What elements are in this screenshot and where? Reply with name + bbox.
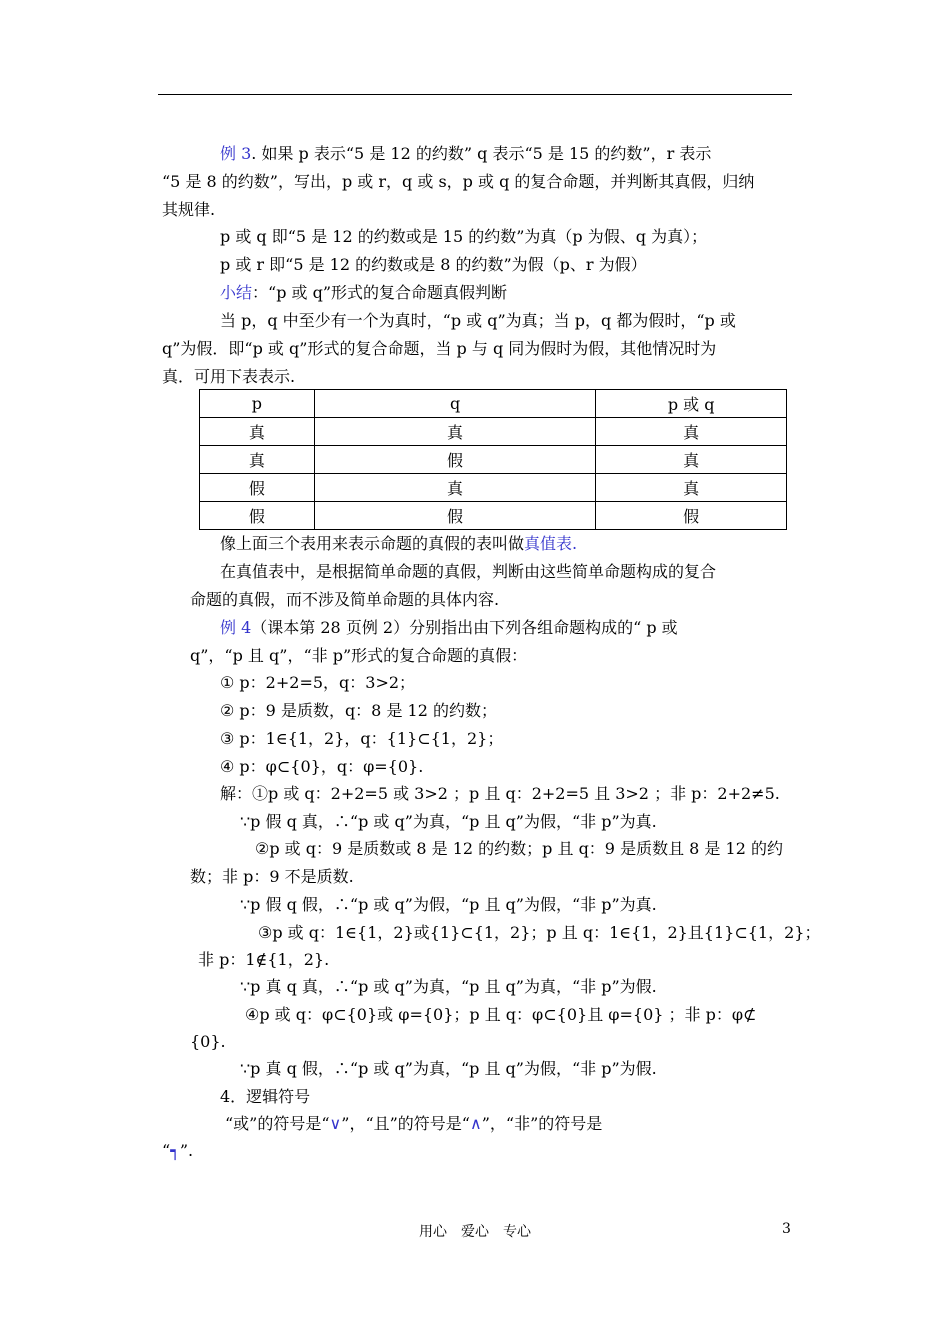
ex4-item-3: ③ p：1∈{1，2}，q：{1}⊂{1，2}； — [220, 729, 504, 748]
ex3-line5: p 或 r 即“5 是 12 的约数或是 8 的约数”为假（p、r 为假） — [220, 255, 647, 274]
solution-1-conclusion: ∵p 假 q 真，∴“p 或 q”为真，“p 且 q”为假，“非 p”为真. — [240, 812, 657, 831]
table-cell: 真 — [596, 418, 787, 446]
summary-heading: 小结：“p 或 q”形式的复合命题真假判断 — [220, 283, 508, 302]
after-table-line3: 命题的真假，而不涉及简单命题的具体内容. — [190, 590, 500, 609]
summary-label: 小结 — [220, 283, 253, 302]
logic-symbols-line1: “或”的符号是“∨”，“且”的符号是“∧”，“非”的符号是 — [225, 1114, 603, 1133]
solution-2-conclusion: ∵p 假 q 假，∴“p 或 q”为假，“p 且 q”为假，“非 p”为真. — [240, 895, 657, 914]
ex3-line3: 其规律. — [162, 200, 216, 219]
table-cell: 假 — [314, 446, 596, 474]
table-cell: 假 — [200, 474, 315, 502]
table-cell: 真 — [314, 474, 596, 502]
ex4-item-1: ① p：2+2=5，q：3>2； — [220, 673, 416, 692]
table-row — [200, 418, 787, 446]
solution-1: 解：①p 或 q：2+2=5 或 3>2 ；p 且 q：2+2=5 且 3>2 ；非 p：2+2≠5. — [220, 784, 780, 803]
ex3-line1: 例 3. 如果 p 表示“5 是 12 的约数” q 表示“5 是 15 的约数”，r 表示 — [220, 144, 712, 163]
table-row — [200, 502, 787, 530]
table-header-cell: p 或 q — [596, 390, 787, 418]
table-cell: 假 — [314, 502, 596, 530]
summary-line1: 当 p，q 中至少有一个为真时，“p 或 q”为真；当 p，q 都为假时，“p 或 — [220, 311, 736, 330]
table-cell: 真 — [596, 446, 787, 474]
solution-3: ③p 或 q：1∈{1，2}或{1}⊂{1，2}；p 且 q：1∈{1，2}且{1}⊂{1，2}； — [258, 923, 821, 942]
logic-symbols-line2: “┑”. — [162, 1141, 194, 1160]
table-cell: 真 — [314, 418, 596, 446]
ex4-label: 例 4 — [220, 618, 252, 637]
table-cell: 真 — [596, 474, 787, 502]
solution-3-cont: 非 p：1∉{1，2}. — [198, 950, 330, 969]
table-row — [200, 446, 787, 474]
ex3-line2: “5 是 8 的约数”，写出，p 或 r，q 或 s，p 或 q 的复合命题，并判断其真假，归纳 — [162, 172, 755, 191]
page-number: 3 — [782, 1221, 791, 1237]
or-symbol: ∨ — [329, 1114, 342, 1133]
truth-table — [199, 389, 787, 530]
summary-line3: 真．可用下表表示. — [162, 367, 296, 386]
ex4-line1: 例 4（课本第 28 页例 2）分别指出由下列各组命题构成的“ p 或 — [220, 618, 678, 637]
ex4-item-2: ② p：9 是质数，q：8 是 12 的约数； — [220, 701, 497, 720]
truth-table-term: 真值表 — [524, 534, 573, 553]
page-footer: 用心 爱心 专心 — [419, 1224, 531, 1240]
not-symbol: ┑ — [170, 1141, 180, 1160]
header-rule — [158, 94, 792, 95]
solution-2: ②p 或 q：9 是质数或 8 是 12 的约数；p 且 q：9 是质数且 8 是 12 的约 — [255, 839, 783, 858]
after-table-line2: 在真值表中，是根据简单命题的真假，判断由这些简单命题构成的复合 — [220, 562, 717, 581]
table-row — [200, 474, 787, 502]
table-header-cell: p — [200, 390, 315, 418]
logic-heading: 4．逻辑符号 — [220, 1087, 311, 1106]
and-symbol: ∧ — [470, 1114, 482, 1133]
solution-4-cont: {0}. — [190, 1032, 226, 1051]
summary-line2: q”为假．即“p 或 q”形式的复合命题，当 p 与 q 同为假时为假，其他情况时为 — [162, 339, 717, 358]
table-cell: 真 — [200, 418, 315, 446]
table-cell: 假 — [200, 502, 315, 530]
table-header-row — [200, 390, 787, 418]
table-cell: 真 — [200, 446, 315, 474]
ex4-line2: q”，“p 且 q”，“非 p”形式的复合命题的真假： — [190, 646, 528, 665]
solution-4: ④p 或 q：φ⊂{0}或 φ={0}；p 且 q：φ⊂{0}且 φ={0} ；非 p：φ⊄ — [245, 1005, 757, 1024]
solution-3-conclusion: ∵p 真 q 真，∴“p 或 q”为真，“p 且 q”为真，“非 p”为假. — [240, 977, 657, 996]
table-header-cell: q — [314, 390, 596, 418]
solution-2-cont: 数；非 p：9 不是质数. — [190, 867, 354, 886]
table-cell: 假 — [596, 502, 787, 530]
solution-4-conclusion: ∵p 真 q 假，∴“p 或 q”为真，“p 且 q”为假，“非 p”为假. — [240, 1059, 657, 1078]
ex3-label: 例 3 — [220, 144, 252, 163]
ex4-item-4: ④ p：φ⊂{0}，q：φ={0}. — [220, 757, 424, 776]
ex3-line4: p 或 q 即“5 是 12 的约数或是 15 的约数”为真（p 为假、q 为真）； — [220, 227, 708, 246]
truth-table-definition: 像上面三个表用来表示命题的真假的表叫做真值表. — [220, 534, 578, 553]
